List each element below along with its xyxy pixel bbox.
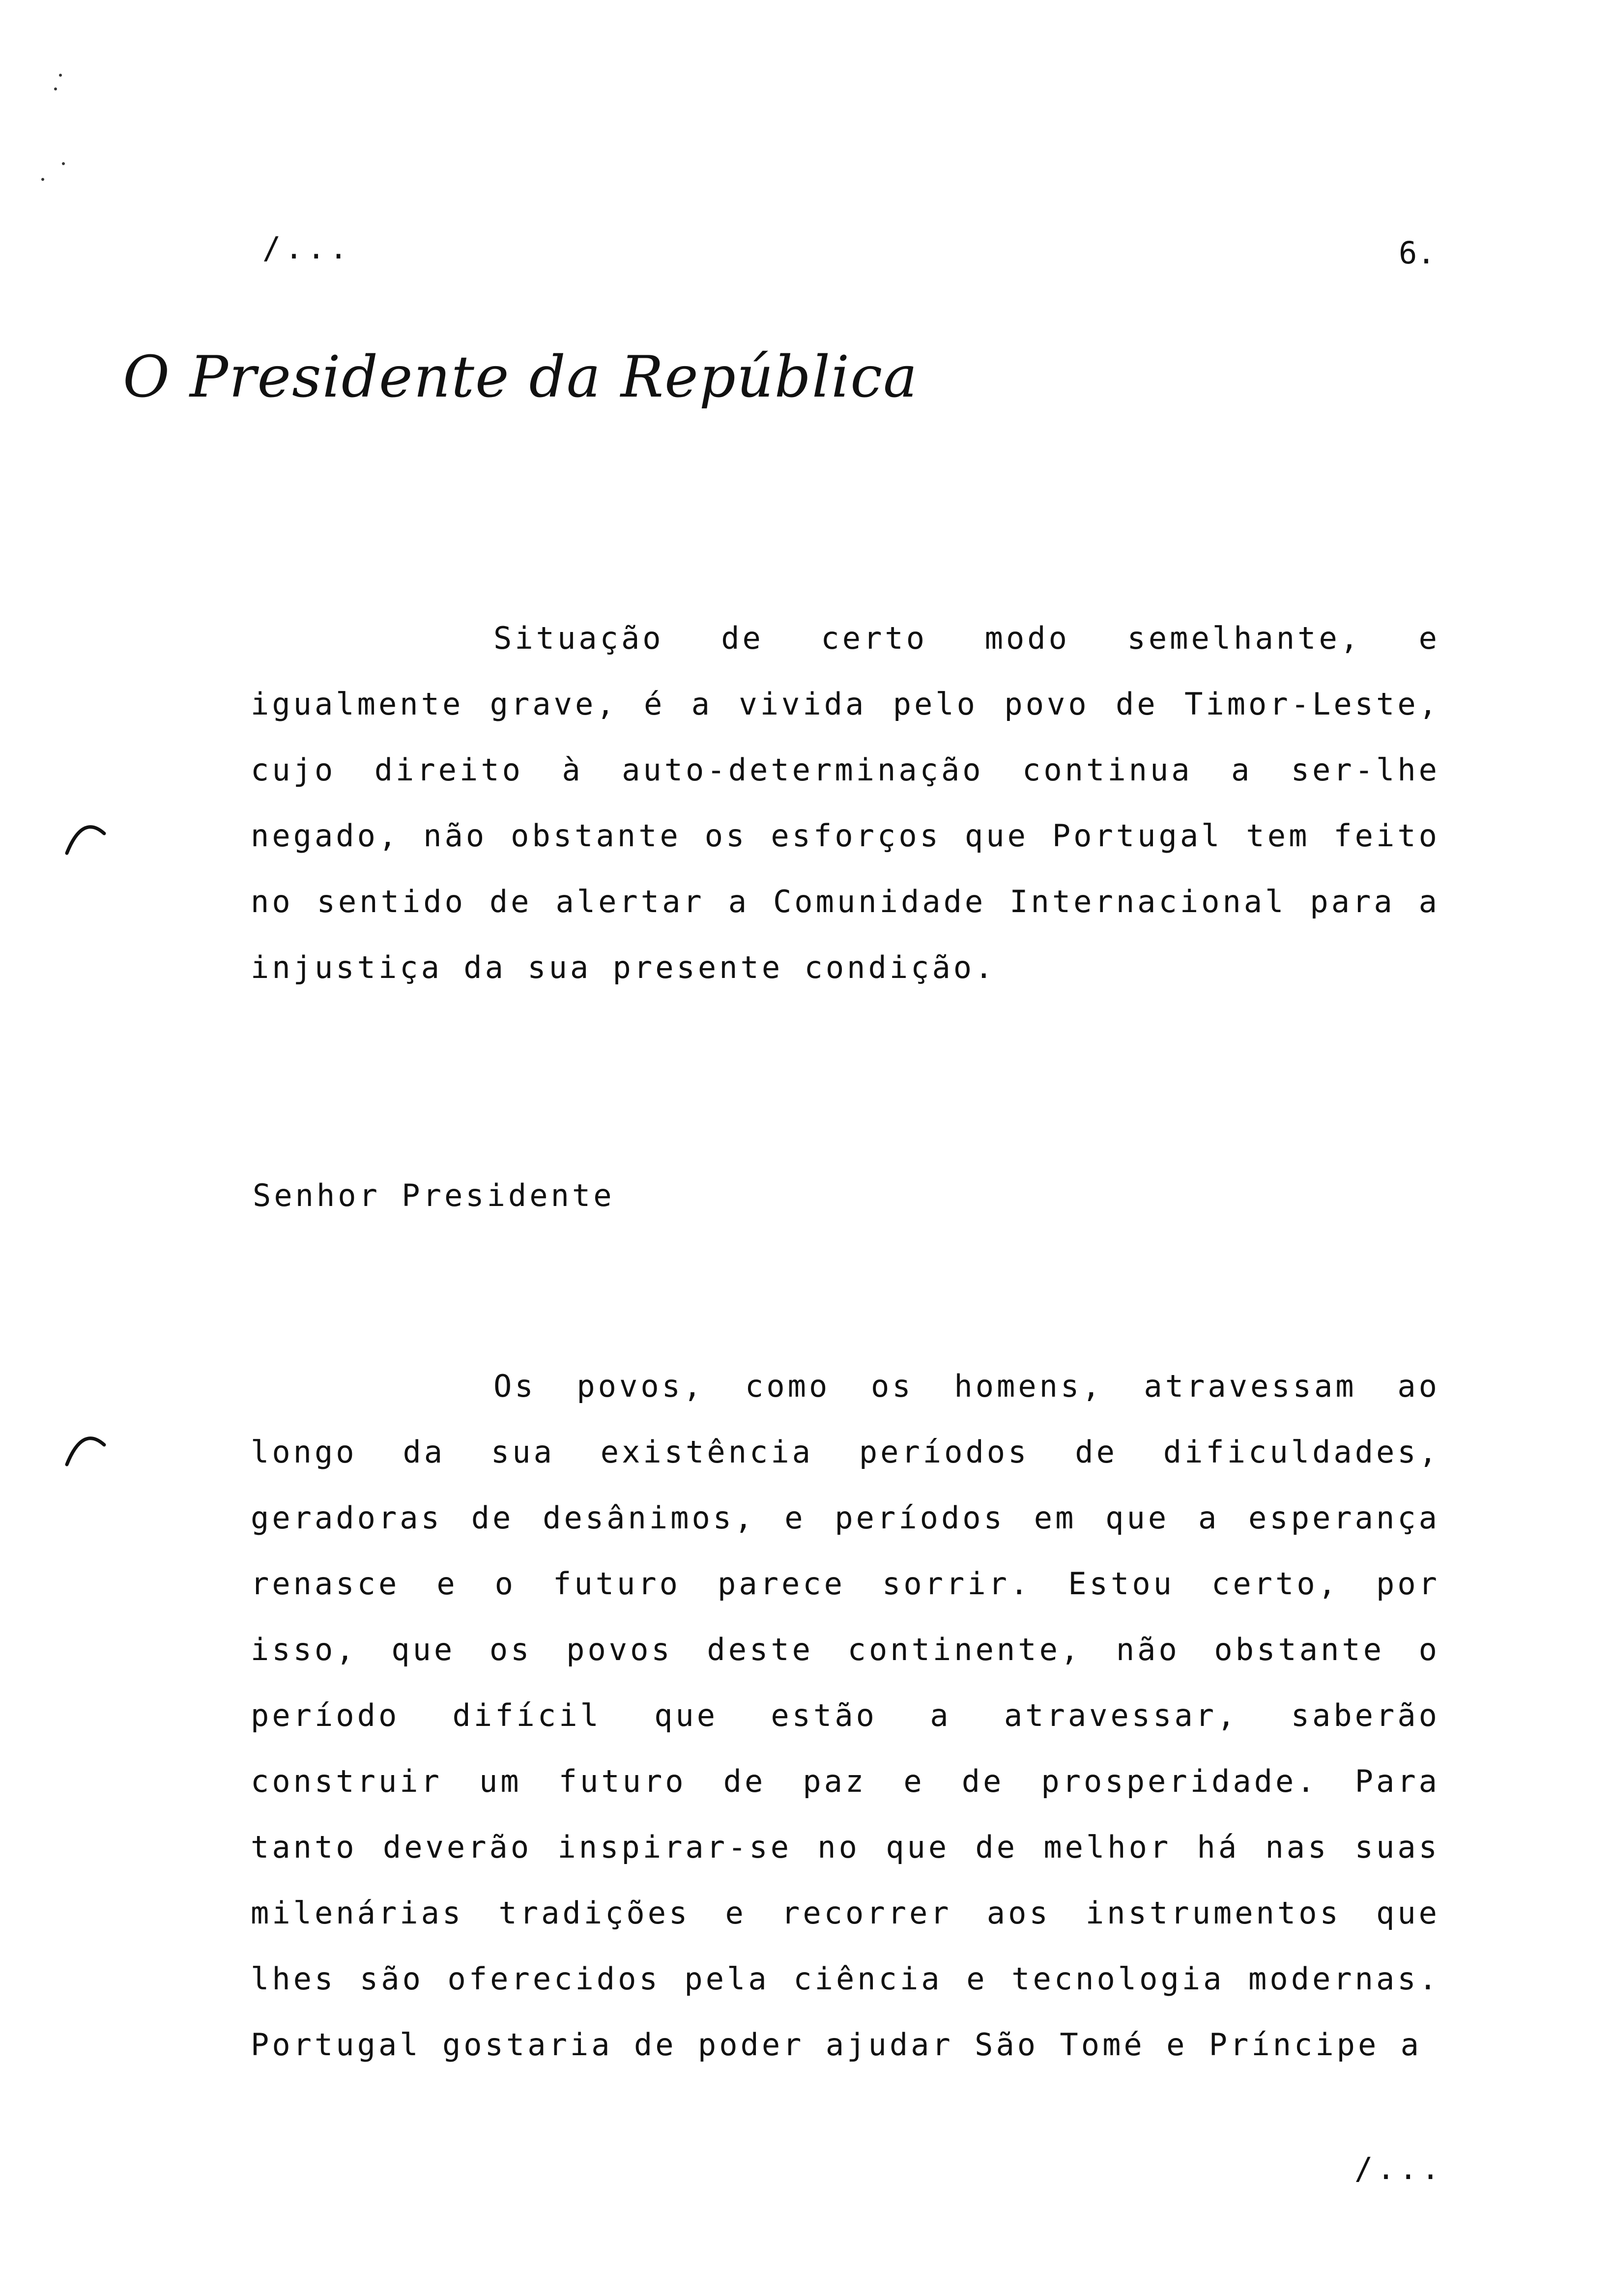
body-paragraph-2: Os povos, como os homens, atravessam ao longo da sua existência períodos de dificuldades, geradoras de desânimos, e períodos em que a esperança renasce e o futuro parece sorrir. Estou certo, por isso, que os povos deste continente, não obstante o período difícil que estão a atravessar, saberão construir um futuro de paz e de prosperidade. Para tanto deverão inspirar-se no que de melhor há nas suas milenárias tradições e recorrer aos instrumentos que lhes são oferecidos pela ciência e tecnologia modernas. Portugal gostaria de poder ajudar São Tomé e Príncipe a [251,1368,1440,2063]
hole-punch-icon [63,814,107,858]
hole-punch-icon [63,1425,107,1469]
scan-speck [62,162,65,165]
scan-speck [59,74,62,77]
salutation: Senhor Presidente [253,1177,615,1213]
continuation-marker-top: /... [262,230,352,266]
continuation-marker-bottom: /... [1354,2151,1444,2186]
scan-speck [54,87,57,90]
body-paragraph-1: Situação de certo modo semelhante, e igualmente grave, é a vivida pelo povo de Timor-Leste, cujo direito à auto-determinação continua a ser-lhe negado, não obstante os esforços que Portugal tem feito no sentido de alertar a Comunidade Internacional para a injustiça da sua presente condição. [251,620,1440,985]
page-number: 6. [1399,235,1436,271]
scan-speck [41,178,44,181]
letterhead-title: O Presidente da República [123,344,919,410]
